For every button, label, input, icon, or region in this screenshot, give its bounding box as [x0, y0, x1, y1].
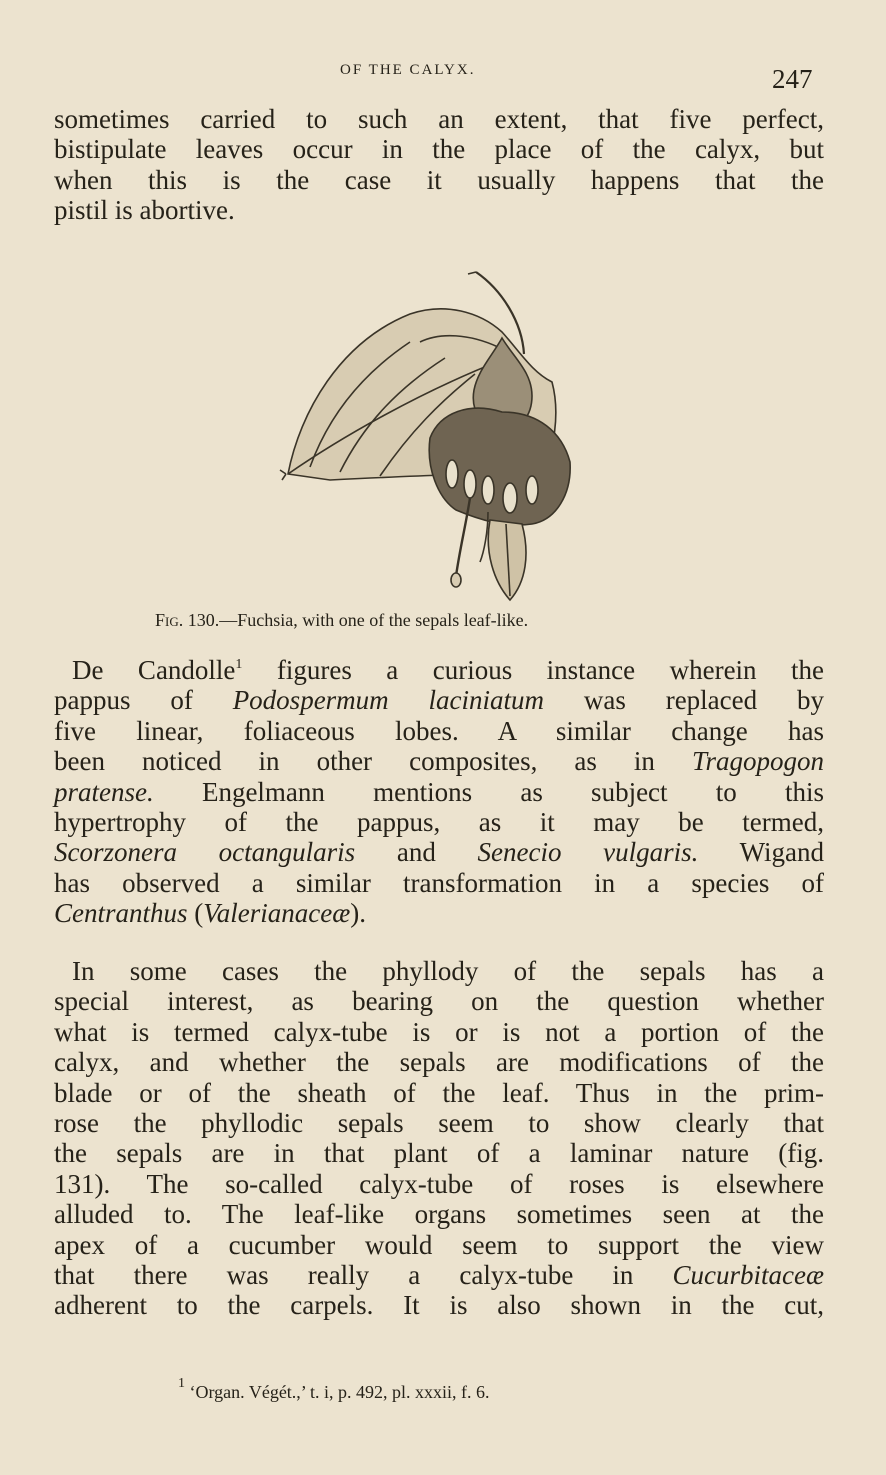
text-line [54, 685, 824, 715]
text-line: bistipulate leaves occur in the place of the calyx, but [54, 134, 824, 165]
text-line: what is termed calyx-tube is or is not a portion of the [54, 1016, 824, 1047]
text-line: 131). The so-called calyx-tube of roses is elsewhere [54, 1168, 824, 1199]
family-name: Cucurbitaceæ [672, 1260, 824, 1291]
text-line [54, 898, 824, 928]
page-number: 247 [772, 64, 813, 94]
text-line [54, 746, 824, 776]
species-name: Podospermum laciniatum [232, 685, 545, 716]
text-span: Wigand [698, 837, 824, 868]
text-line: five linear, foliaceous lobes. A similar change has [54, 715, 824, 746]
text-line: hypertrophy of the pappus, as it may be termed, [54, 807, 824, 838]
running-head: OF THE CALYX. [340, 62, 476, 78]
text-line [54, 837, 824, 867]
text-line: rose the phyllodic sepals seem to show clearly that [54, 1108, 824, 1139]
text-line: when this is the case it usually happens that the [54, 164, 824, 195]
text-span: was replaced by [544, 685, 824, 716]
text-line: blade or of the sheath of the leaf. Thus in the prim- [54, 1077, 824, 1108]
paragraph-2 [54, 650, 824, 929]
genus-name: Centranthus [54, 898, 188, 929]
species-name: Scorzonera octangularis [54, 837, 356, 868]
text-span: ( [187, 898, 204, 929]
text-line: adherent to the carpels. It is also shown in the cut, [54, 1290, 824, 1321]
text-line: sometimes carried to such an extent, that five perfect, [54, 104, 824, 134]
text-line [54, 650, 824, 685]
species-name: pratense. [54, 776, 154, 807]
text-line: special interest, as bearing on the question whether [54, 986, 824, 1017]
text-line [54, 777, 824, 807]
text-line: calyx, and whether the sepals are modifications of the [54, 1047, 824, 1078]
figure-label: Fig. 130. [155, 610, 220, 630]
text-span: Engelmann mentions as subject to this [153, 776, 824, 807]
text-span: figures a curious instance wherein the [242, 655, 824, 685]
figure-caption [155, 610, 528, 631]
figure-caption-text: —Fuchsia, with one of the sepals leaf-like. [219, 610, 529, 630]
paragraph-3 [54, 956, 824, 1321]
text-line: alluded to. The leaf-like organs sometimes seen at the [54, 1199, 824, 1230]
text-line: In some cases the phyllody of the sepals has a [72, 956, 824, 986]
footnote-reference: 1 [235, 657, 243, 672]
text-line [54, 1260, 824, 1290]
paragraph-1 [54, 104, 824, 226]
species-name: Tragopogon [691, 746, 824, 777]
text-line: pistil is abortive. [54, 195, 235, 226]
fuchsia-illustration [270, 262, 590, 608]
text-span: that there was really a calyx-tube in [54, 1260, 673, 1291]
footnote-text: ‘Organ. Végét.,’ t. i, p. 492, pl. xxxii, f. 6. [185, 1382, 490, 1402]
text-line: the sepals are in that plant of a laminar nature (fig. [54, 1138, 824, 1169]
text-span: De Candolle [72, 655, 236, 685]
text-span: pappus of [54, 685, 233, 716]
fuchsia-flower-drawing [270, 262, 590, 608]
text-line: apex of a cucumber would seem to support the view [54, 1229, 824, 1260]
species-name: Senecio vulgaris. [477, 837, 699, 868]
text-span: and [355, 837, 478, 868]
text-span: been noticed in other composites, as in [54, 746, 692, 777]
family-name: Valerianaceæ [203, 898, 351, 929]
footnote-mark: 1 [178, 1376, 185, 1391]
text-line: has observed a similar transformation in a species of [54, 867, 824, 898]
footnote [178, 1376, 489, 1403]
text-span: ). [350, 898, 366, 929]
